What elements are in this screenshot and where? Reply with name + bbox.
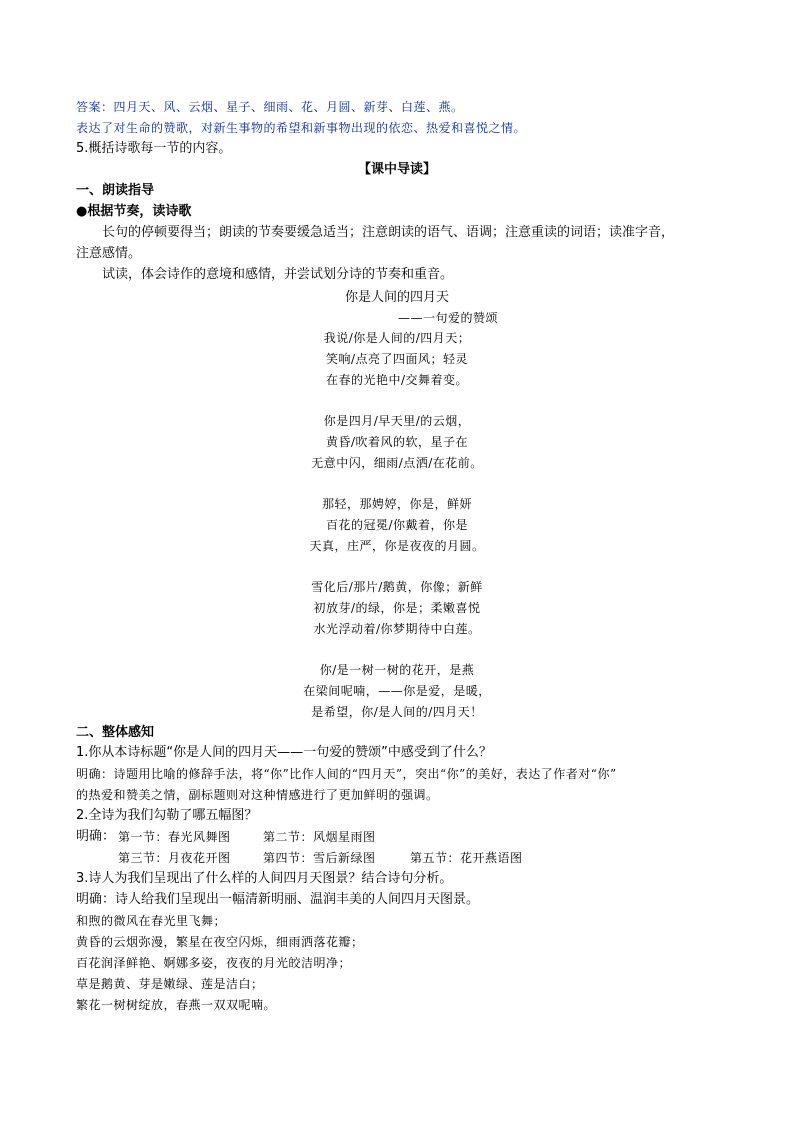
answer-2-section-3: 第三节：月夜花开图 [118,851,231,865]
answer-3-line: 百花润泽鲜艳、婀娜多姿，夜夜的月光皎洁明净； [76,956,352,970]
question-2: 2.全诗为我们勾勒了哪五幅图？ [76,808,258,823]
poem-line: 无意中闪，细雨/点洒/在花前。 [311,456,483,470]
poem-line: 那轻，那娉婷，你是，鲜妍 [321,497,472,511]
answer-1b: 的热爱和赞美之情，副标题则对这种情感进行了更加鲜明的强调。 [76,788,439,802]
question-1: 1.你从本诗标题“你是人间的四月天——一句爱的赞颂”中感受到了什么？ [76,745,492,760]
answer-2-section-1: 第一节：春光风舞图 [118,830,231,844]
meaning-line: 表达了对生命的赞歌，对新生事物的希望和新事物出现的依恋、热爱和喜悦之情。 [76,121,527,135]
poem-title: 你是人间的四月天 [344,290,449,305]
answer-2-section-4: 第四节：雪后新绿图 [263,851,376,865]
answer-line: 答案：四月天、风、云烟、星子、细雨、花、月圆、新芽、白莲、燕。 [76,100,464,114]
section-title: 【课中导读】 [357,162,436,177]
part1-paragraph-2: 试读，体会诗作的意境和感情，并尝试划分诗的节奏和重音。 [102,267,454,282]
part2-heading: 二、整体感知 [76,725,155,740]
answer-3-line: 黄昏的云烟弥漫，繁星在夜空闪烁，细雨洒落花瓣； [76,935,364,949]
answer-2-section-5: 第五节：花开燕语图 [410,851,523,865]
answer-1a: 明确：诗题用比喻的修辞手法，将“你”比作人间的“四月天”，突出“你”的美好，表达了作者对“你” [76,767,617,781]
poem-line: 在梁间呢喃，——你是爱，是暖， [303,684,491,698]
answer-3: 明确：诗人给我们呈现出一幅清新明丽、温润丰美的人间四月天图景。 [76,892,480,907]
poem-line: 雪化后/那片/鹅黄，你像；新鲜 [311,580,483,594]
poem-line: 天真，庄严，你是夜夜的月圆。 [309,539,485,553]
question-5: 5.概括诗歌每一节的内容。 [76,141,232,156]
poem-line: 百花的冠冕/你戴着，你是 [325,518,469,532]
poem-line: 黄昏/吹着风的软，星子在 [325,435,469,449]
answer-3-line: 草是鹅黄、芽是嫩绿、莲是洁白； [76,977,264,991]
part1-paragraph-1b: 注意感情。 [76,246,142,261]
answer-3-line: 和煦的微风在春光里飞舞； [76,914,227,928]
part1-heading: 一、朗读指导 [76,183,155,198]
question-3: 3.诗人为我们呈现出了什么样的人间四月天图景？结合诗句分析。 [76,871,453,886]
part1-subheading: ●根据节奏，读诗歌 [76,204,192,219]
poem-line: 初放芽/的绿，你是；柔嫩喜悦 [313,601,481,615]
answer-2-section-2: 第二节：风烟星雨图 [263,830,376,844]
poem-line: 在春的光艳中/交舞着变。 [325,373,469,387]
answer-3-line: 繁花一树树绽放，春燕一双双呢喃。 [76,998,277,1012]
poem-line: 笑响/点亮了四面风；轻灵 [325,352,469,366]
part1-paragraph-1a: 长句的停顿要得当；朗读的节奏要缓急适当；注意朗读的语气、语调；注意重读的词语；读准字音， [102,225,675,240]
poem-line: 是希望，你/是人间的/四月天！ [311,705,483,719]
poem-subtitle: ——一句爱的赞颂 [398,311,499,325]
poem-line: 你是四月/早天里/的云烟， [323,414,471,428]
answer-2-label: 明确： [76,829,116,844]
poem-line: 水光浮动着/你梦期待中白莲。 [313,622,481,636]
poem-line: 我说/你是人间的/四月天； [323,331,471,345]
poem-line: 你/是一树一树的花开，是燕 [319,663,475,677]
